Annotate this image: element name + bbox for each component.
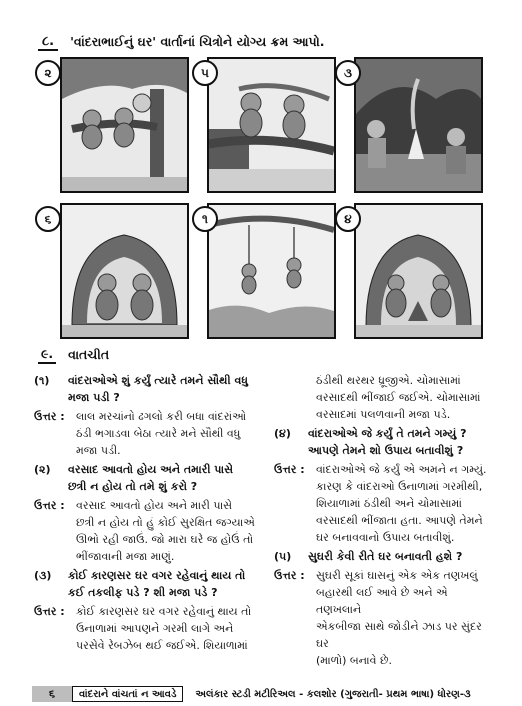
- page-number: ૬: [32, 686, 72, 702]
- monkeys-on-tree-illustration: [62, 59, 187, 191]
- answer-label: [34, 548, 76, 565]
- picture-frame-1: [60, 57, 189, 193]
- answer-item: [34, 497, 260, 565]
- answer-text: ઠંડી ભગાડવા બેઠા ત્યારે મને સૌથી વધુ: [76, 427, 241, 440]
- answer-text: ઉનાળામાં આપણને ગરમી લાગે અને: [76, 622, 234, 635]
- question-text: મજા પડી ?: [68, 391, 120, 404]
- question-number: [34, 584, 68, 601]
- answer-label: [34, 620, 76, 637]
- answer-label: [274, 478, 316, 495]
- order-badge-6: ૪: [335, 206, 361, 232]
- question-text: આપણે તેમને શો ઉપાય બતાવીશું ?: [308, 444, 464, 457]
- answer-text: ઊભો રહી જાઉં. જો મારા ઘરે જ હોઉં તો: [76, 533, 254, 546]
- answer-text: શિયાળામાં ઠંડીથી અને ચોમાસામાં: [316, 497, 462, 510]
- question-text: વરસાદ આવતો હોય અને તમારી પાસે: [68, 463, 234, 476]
- question-text: વાંદરાઓએ શું કર્યું ત્યારે તમને સૌથી વધુ: [68, 374, 248, 387]
- question-number: [34, 478, 68, 495]
- qa-right-column: [274, 372, 496, 671]
- answer-text: વરસાદથી ભીંજાઈ જઈએ. ચોમાસામાં: [316, 391, 481, 404]
- answer-label: [274, 512, 316, 529]
- picture-frame-6: [354, 203, 483, 339]
- order-badge-1: ૨: [35, 60, 61, 86]
- picture-frame-3: [354, 57, 483, 193]
- monkeys-on-branches-illustration: [209, 59, 334, 191]
- question-item: [34, 567, 260, 601]
- answer-item: [274, 567, 496, 669]
- monkeys-swinging-illustration: [209, 205, 334, 337]
- answer-text: મજા પડી.: [76, 444, 121, 457]
- question-text: કોઈ કારણસર ઘર વગર રહેવાનું થાય તો: [68, 569, 246, 582]
- answer-label: [34, 531, 76, 548]
- question-number: (૫): [274, 550, 292, 563]
- picture-frame-5: [207, 203, 336, 339]
- answer-label: [34, 514, 76, 531]
- answer-text: લાલ મરચાંનો ઢગલો કરી બધા વાંદરાંઓ: [76, 410, 247, 423]
- picture-frame-4: [60, 203, 189, 339]
- answer-label: [274, 652, 316, 669]
- answer-label: [34, 442, 76, 459]
- answer-label: [274, 495, 316, 512]
- page-footer: [32, 686, 508, 702]
- picture-frame-2: [207, 57, 336, 193]
- question-title: 'વાંદરાભાઈનું ઘર' વાર્તાનાં ચિત્રોને યોગ્ય ક્રમ આપો.: [70, 34, 325, 49]
- section-9-header: [38, 346, 498, 364]
- answer-item: [274, 461, 496, 546]
- question-text: કઈ તકલીફ પડે ? શી મજા પડે ?: [68, 586, 218, 599]
- answer-label: ઉત્તર :: [274, 463, 305, 476]
- question-number: (૩): [34, 569, 52, 582]
- answer-text: ઠંડીથી થરથર ધ્રૂજીએ. ચોમાસામાં: [316, 374, 461, 387]
- qa-left-column: [34, 372, 260, 656]
- answer-label: ઉત્તર :: [34, 605, 65, 618]
- answer-text: બહારથી લઈ આવે છે અને એ તણખલાને: [316, 586, 448, 616]
- question-number: [274, 442, 308, 459]
- answer-text: એકબીજા સાથે જોડીને ઝાડ પર સુંદર ઘર: [316, 620, 482, 650]
- question-number: (૧): [34, 374, 50, 387]
- answer-text: છત્રી ન હોય તો હું કોઈ સુરક્ષિત જગ્યાએ: [76, 516, 255, 529]
- answer-text: વરસાદ આવતો હોય અને મારી પાસે: [76, 499, 233, 512]
- order-badge-2: ૫: [192, 60, 218, 86]
- answer-text: વરસાદમાં પલળવાની મજા પડે.: [316, 408, 451, 421]
- answer-label: ઉત્તર :: [274, 569, 305, 582]
- answer-text: ઘર બનાવવાનો ઉપાય બતાવીશું.: [316, 531, 455, 544]
- answer-text: વરસાદથી ભીંજાતા હતા. આપણે તેમને: [316, 514, 483, 527]
- monkeys-with-chilli-fire-illustration: [356, 205, 481, 337]
- question-number: (૨): [34, 463, 51, 476]
- answer-label: [274, 584, 316, 618]
- question-number: (૪): [274, 427, 291, 440]
- answer-item: [34, 408, 260, 459]
- order-badge-4: ૬: [35, 206, 61, 232]
- order-badge-3: ૩: [335, 60, 361, 86]
- answer-label: [34, 637, 76, 654]
- answer-text: (માળો) બનાવે છે.: [316, 654, 392, 667]
- answer-text: કારણ કે વાંદરાઓ ઉનાળામાં ગરમીથી,: [316, 480, 483, 493]
- order-badge-5: ૧: [192, 206, 218, 232]
- series-title: અલંકાર સ્ટડી મટીરિઅલ - કલશોર (ગુજરાતી- પ્રથમ ભાષા) ધોરણ-૩: [195, 688, 471, 700]
- question-item: [274, 425, 496, 459]
- section-title: વાતચીત: [68, 347, 110, 362]
- monkeys-in-rain-illustration: [62, 205, 187, 337]
- continued-text: [274, 372, 496, 423]
- answer-text: વાંદરાઓએ જે કર્યું એ અમને ન ગમ્યું.: [316, 463, 487, 476]
- answer-text: પરસેવે રેબઝેબ થઈ જઈએ. શિયાળામાં: [76, 639, 248, 652]
- question-item: [34, 372, 260, 406]
- question-8-header: [38, 32, 498, 52]
- answer-label: ઉત્તર :: [34, 410, 65, 423]
- answer-item: [34, 603, 260, 654]
- answer-text: સુઘરી સૂકાં ઘાસનું એક એક તણખલું: [316, 569, 478, 582]
- answer-text: કોઈ કારણસર ઘર વગર રહેવાનું થાય તો: [76, 605, 252, 618]
- question-text: સુઘરી કેવી રીતે ઘર બનાવતી હશે ?: [308, 550, 463, 563]
- answer-label: [274, 618, 316, 652]
- question-item: [34, 461, 260, 495]
- question-number: ૮.: [38, 34, 58, 51]
- answer-label: ઉત્તર :: [34, 499, 65, 512]
- section-number: ૯.: [38, 346, 56, 364]
- people-by-fire-illustration: [356, 59, 481, 191]
- book-title: વાંદરાને વાંચતાં ન આવડે: [72, 686, 183, 702]
- answer-label: [34, 425, 76, 442]
- answer-text: ભીંજાવાની મજા માણું.: [76, 550, 175, 563]
- answer-label: [274, 529, 316, 546]
- question-text: વાંદરાઓએ જે કર્યું તે તમને ગમ્યું ?: [308, 427, 467, 440]
- question-item: [274, 548, 496, 565]
- question-text: છત્રી ન હોય તો તમે શું કરો ?: [68, 480, 198, 493]
- question-number: [34, 389, 68, 406]
